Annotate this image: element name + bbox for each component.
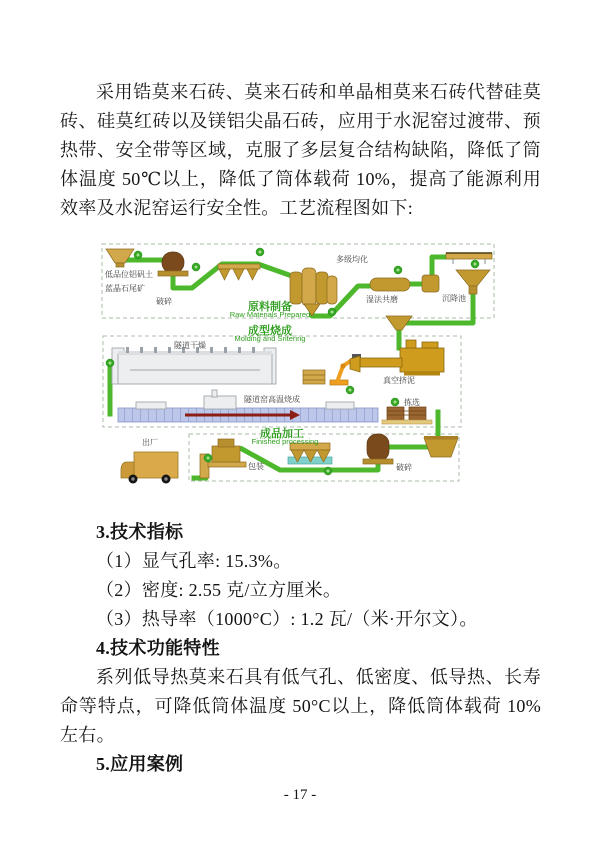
label-material2: 蓝晶石尾矿 <box>105 284 145 293</box>
spec-item-porosity: （1）显气孔率: 15.3%。 <box>96 551 292 571</box>
conveyor-icon <box>446 253 492 264</box>
label-tunnel-kiln: 隧道窑高温烧成 <box>244 395 300 404</box>
heading-technical-indicators: 3.技术指标 <box>96 522 184 542</box>
crusher1-icon <box>158 252 188 276</box>
label-wet-grinding: 湿法共磨 <box>366 295 398 304</box>
spec-item-conductivity: （3）热导率（1000°C）: 1.2 瓦/（米·开尔文）。 <box>96 609 478 629</box>
label-material1: 低品位铝矾土 <box>105 270 153 279</box>
cone-hoppers-icon <box>218 264 260 280</box>
finished-section-subtitle: Finished processing <box>251 437 319 446</box>
label-crushing2: 破碎 <box>396 463 412 472</box>
pallet-icon <box>303 370 325 384</box>
page-number: - 17 - <box>283 787 317 803</box>
raw-section-subtitle: Raw Materials Prepared <box>229 310 311 319</box>
finished-section-title: 成品加工 <box>260 428 304 440</box>
spec-item-density: （2）密度: 2.55 克/立方厘米。 <box>96 580 342 600</box>
tunnel-dryer-icon <box>112 347 276 384</box>
raw-section-title: 原料制备 <box>248 301 292 313</box>
bowl-icon <box>424 436 458 457</box>
intro-paragraph: 采用锆莫来石砖、莫来石砖和单晶相莫来石砖代替硅莫砖、硅莫红砖以及镁铝尖晶石砖，应用于水泥窑过渡带、预热带、安全带等区域，克服了多层复合结构缺陷，降低了筒体温度 50℃以上，降低了筒体载荷 10%，提高了能源利用效率及水泥窑运行安全性。工艺流程图如下: <box>60 82 541 218</box>
crusher2-icon <box>363 434 393 464</box>
features-paragraph: 系列低导热莫来石具有低气孔、低密度、低导热、长寿命等特点，可降低筒体温度 50°C以上，降低筒体载荷 10%左右。 <box>60 667 541 745</box>
settling-funnel-icon <box>456 270 490 294</box>
heading-technical-features: 4.技术功能特性 <box>96 638 220 658</box>
molding-section-subtitle: Molding and Sntering <box>234 334 306 343</box>
label-sorting: 拣选 <box>404 398 420 407</box>
label-settling-pond: 沉降池 <box>442 294 466 303</box>
label-tunnel-drying: 隧道干燥 <box>174 341 206 350</box>
label-homogenization: 多级均化 <box>336 255 368 264</box>
heading-application-cases: 5.应用案例 <box>96 754 184 774</box>
molding-section-title: 成型烧成 <box>248 325 292 337</box>
sorting-bricks-icon <box>382 407 432 424</box>
process-flow-art <box>100 242 496 490</box>
label-packing: 包装 <box>248 462 264 471</box>
label-shipping: 出厂 <box>142 438 158 447</box>
process-flow-diagram <box>100 242 496 490</box>
specs-block <box>60 518 541 779</box>
truck-icon <box>121 452 178 484</box>
label-vacuum-extrusion: 真空挤泥 <box>383 376 415 385</box>
wet-mill-icon <box>370 275 439 292</box>
finished-cone-hoppers-icon <box>288 443 332 464</box>
label-crushing1: 破碎 <box>156 297 172 306</box>
